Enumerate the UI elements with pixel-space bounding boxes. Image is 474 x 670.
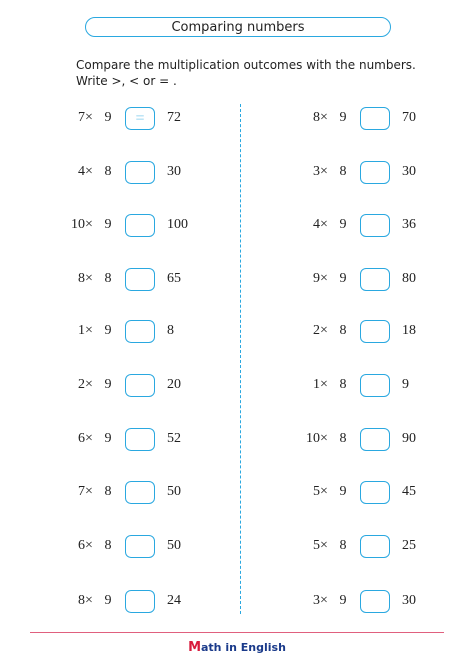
exercise-row [290,268,474,292]
column-divider [240,104,241,614]
exercise-row [55,268,255,292]
answer-box[interactable] [360,590,390,613]
answer-box[interactable] [125,590,155,613]
first-factor: 3 [313,164,320,179]
exercise-row [55,535,255,559]
answer-box[interactable] [125,214,155,237]
answer-box[interactable] [360,481,390,504]
second-factor: 8 [104,164,112,179]
exercise-row [290,481,474,505]
answer-box[interactable] [360,214,390,237]
answer-box[interactable] [125,428,155,451]
answer-box[interactable] [360,374,390,397]
compare-number: 80 [402,271,416,286]
second-factor: 9 [104,431,112,446]
first-factor: 9 [313,271,320,286]
second-factor: 9 [104,593,112,608]
first-factor: 6 [78,431,85,446]
second-factor: 9 [104,377,112,392]
answer-box[interactable] [125,481,155,504]
times-sign: × [320,323,328,338]
times-sign: × [320,271,328,286]
times-sign: × [85,538,93,553]
compare-number: 90 [402,431,416,446]
exercise-row [55,374,255,398]
times-sign: × [320,484,328,499]
first-factor: 5 [313,538,320,553]
answer-box[interactable] [125,320,155,343]
first-factor: 1 [78,323,85,338]
exercise-row [55,590,255,614]
logo-text: ath in English [201,641,286,654]
answer-box[interactable] [125,268,155,291]
second-factor: 8 [339,164,347,179]
second-factor: 8 [104,484,112,499]
second-factor: 9 [339,593,347,608]
times-sign: × [320,164,328,179]
left-column [55,0,255,670]
first-factor: 7 [78,484,85,499]
times-sign: × [85,271,93,286]
exercise-row [55,107,255,131]
first-factor: 4 [313,217,320,232]
compare-number: 25 [402,538,416,553]
times-sign: × [85,110,93,125]
compare-number: 70 [402,110,416,125]
second-factor: 9 [339,217,347,232]
compare-number: 72 [167,110,181,125]
second-factor: 8 [104,538,112,553]
compare-number: 30 [402,164,416,179]
first-factor: 3 [313,593,320,608]
times-sign: × [85,164,93,179]
times-sign: × [85,431,93,446]
compare-number: 100 [167,217,188,232]
first-factor: 8 [78,593,85,608]
second-factor: 8 [104,271,112,286]
times-sign: × [85,377,93,392]
first-factor: 8 [313,110,320,125]
times-sign: × [85,323,93,338]
compare-number: 20 [167,377,181,392]
title-text: Comparing numbers [171,19,305,35]
times-sign: × [320,538,328,553]
first-factor: 10 [306,431,320,446]
first-factor: 4 [78,164,85,179]
times-sign: × [320,110,328,125]
answer-box[interactable] [360,107,390,130]
logo-letter-m: M [188,640,201,655]
exercise-row [290,590,474,614]
second-factor: 8 [339,538,347,553]
exercise-row [55,161,255,185]
compare-number: 50 [167,538,181,553]
exercise-row [290,214,474,238]
compare-number: 52 [167,431,181,446]
exercise-row [290,161,474,185]
compare-number: 18 [402,323,416,338]
exercise-row [290,535,474,559]
compare-number: 30 [402,593,416,608]
right-column [290,0,474,670]
answer-box[interactable]: = [125,107,155,130]
compare-number: 45 [402,484,416,499]
first-factor: 7 [78,110,85,125]
second-factor: 9 [104,323,112,338]
second-factor: 9 [339,484,347,499]
answer-box[interactable] [125,161,155,184]
exercise-row [290,320,474,344]
exercise-row [290,374,474,398]
times-sign: × [85,217,93,232]
first-factor: 2 [313,323,320,338]
compare-number: 30 [167,164,181,179]
times-sign: × [320,217,328,232]
compare-number: 50 [167,484,181,499]
exercise-row [290,107,474,131]
second-factor: 8 [339,377,347,392]
compare-number: 24 [167,593,181,608]
answer-box[interactable] [360,161,390,184]
first-factor: 10 [71,217,85,232]
second-factor: 9 [104,110,112,125]
times-sign: × [320,431,328,446]
times-sign: × [85,484,93,499]
compare-number: 36 [402,217,416,232]
exercise-row [55,481,255,505]
exercise-row [290,428,474,452]
first-factor: 6 [78,538,85,553]
first-factor: 5 [313,484,320,499]
first-factor: 1 [313,377,320,392]
times-sign: × [320,377,328,392]
answer-box[interactable] [360,535,390,558]
answer-box[interactable] [360,268,390,291]
compare-number: 9 [402,377,409,392]
first-factor: 2 [78,377,85,392]
answer-box[interactable] [125,374,155,397]
compare-number: 8 [167,323,174,338]
times-sign: × [85,593,93,608]
footer-line [30,632,444,633]
answer-box[interactable] [360,320,390,343]
instructions-line-1: Compare the multiplication outcomes with the numbers. [76,58,416,72]
instructions-line-2: Write >, < or = . [76,74,177,88]
answer-box[interactable] [125,535,155,558]
first-factor: 8 [78,271,85,286]
exercise-row [55,320,255,344]
exercise-row [55,214,255,238]
second-factor: 9 [339,110,347,125]
exercise-row [55,428,255,452]
second-factor: 9 [339,271,347,286]
times-sign: × [320,593,328,608]
footer-logo [0,640,474,655]
answer-box[interactable] [360,428,390,451]
second-factor: 8 [339,323,347,338]
second-factor: 9 [104,217,112,232]
compare-number: 65 [167,271,181,286]
second-factor: 8 [339,431,347,446]
